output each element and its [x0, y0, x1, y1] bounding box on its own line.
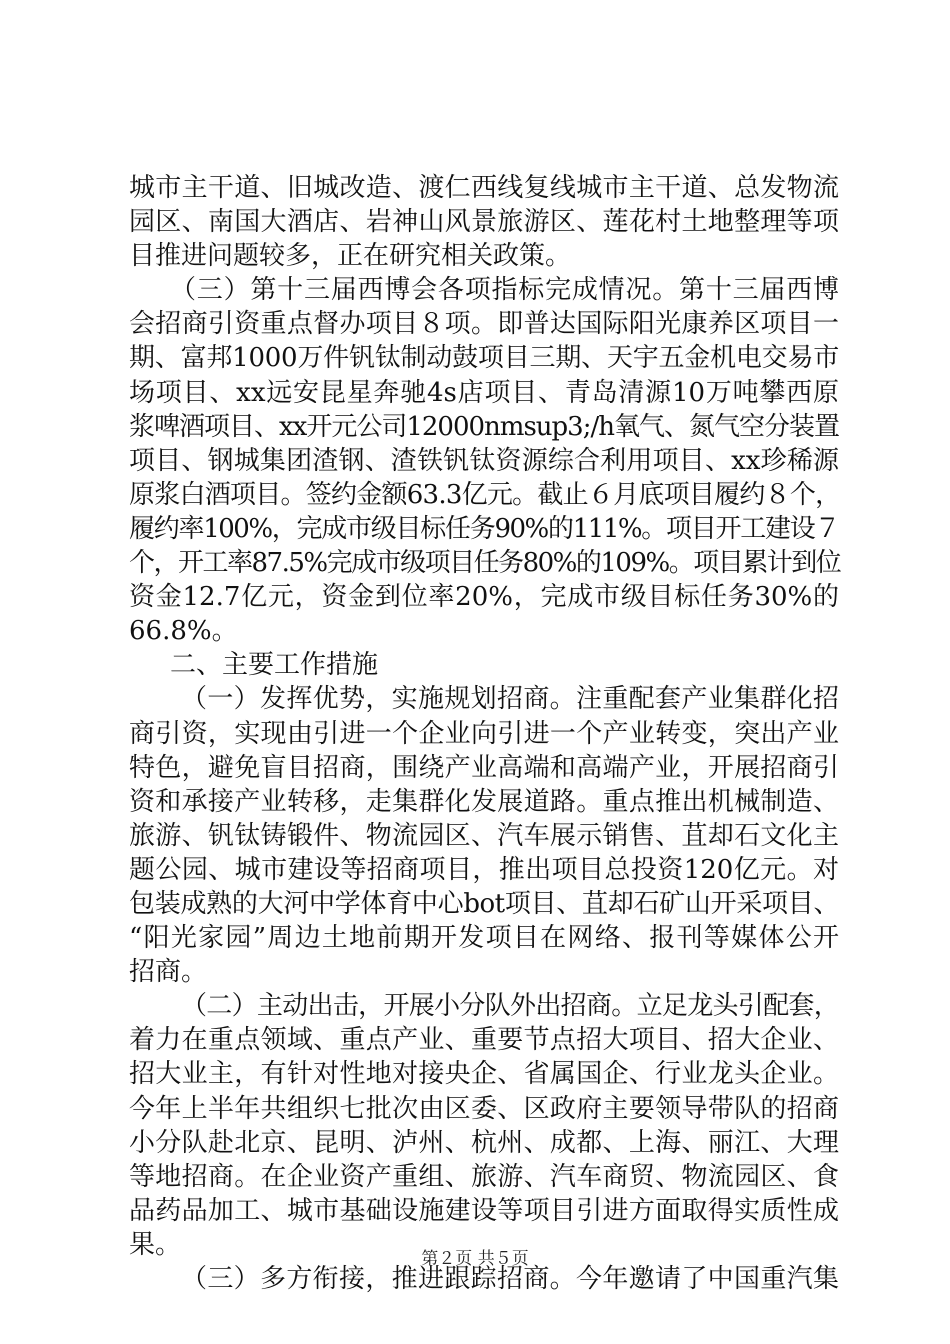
- text-line: 园区、南国大酒店、岩神山风景旅游区、莲花村土地整理等项: [129, 207, 839, 238]
- text-line: （三）多方衔接，推进跟踪招商。今年邀请了中国重汽集: [181, 1264, 839, 1294]
- text-line: 题公园、城市建设等招商项目，推出项目总投资120亿元。对: [129, 854, 839, 885]
- text-line: 浆啤酒项目、xx开元公司12000nmsup3;/h氧气、氮气空分装置: [129, 411, 839, 442]
- text-line: 资和承接产业转移，走集群化发展道路。重点推出机械制造、: [129, 786, 839, 817]
- page-footer: [0, 1248, 950, 1270]
- text-line: 品药品加工、城市基础设施建设等项目引进方面取得实质性成: [129, 1195, 839, 1226]
- text-line: 原浆白酒项目。签约金额63.3亿元。截止６月底项目履约８个，: [129, 479, 841, 510]
- text-line: 目推进问题较多，正在研究相关政策。: [129, 241, 572, 272]
- text-line: 果。: [129, 1229, 182, 1260]
- text-line: 城市主干道、旧城改造、渡仁西线复线城市主干道、总发物流: [129, 173, 839, 203]
- text-line: （一）发挥优势，实施规划招商。注重配套产业集群化招: [181, 684, 839, 715]
- text-line: 会招商引资重点督办项目８项。即普达国际阳光康养区项目一: [129, 309, 839, 340]
- text-line: 场项目、xx远安昆星奔驰4s店项目、青岛清源10万吨攀西原: [129, 377, 839, 408]
- text-line: 招大业主，有针对性地对接央企、省属国企、行业龙头企业。: [129, 1059, 839, 1090]
- text-line: 等地招商。在企业资产重组、旅游、汽车商贸、物流园区、食: [129, 1161, 839, 1192]
- text-line: 二、主要工作措施: [170, 650, 379, 681]
- document-body: [129, 171, 839, 1296]
- text-line: 商引资，实现由引进一个企业向引进一个产业转变，突出产业: [129, 718, 839, 749]
- text-line: 资金12.7亿元，资金到位率20%，完成市级目标任务30%的: [129, 582, 839, 613]
- text-line: 招商。: [129, 957, 208, 988]
- text-line: 个，开工率87.5%完成市级项目任务80%的109%。项目累计到位: [129, 548, 841, 579]
- text-line: 着力在重点领域、重点产业、重要节点招大项目、招大企业、: [129, 1025, 839, 1056]
- text-line: 包装成熟的大河中学体育中心bot项目、苴却石矿山开采项目、: [129, 888, 839, 919]
- text-line: 期、富邦1000万件钒钛制动鼓项目三期、天宇五金机电交易市: [129, 343, 839, 374]
- text-line: 小分队赴北京、昆明、泸州、杭州、成都、上海、丽江、大理: [129, 1127, 839, 1158]
- text-line: “阳光家园”周边土地前期开发项目在网络、报刊等媒体公开: [129, 923, 839, 954]
- page-number-label: 第２页 共５页: [421, 1249, 529, 1269]
- text-line: （三）第十三届西博会各项指标完成情况。第十三届西博: [170, 275, 839, 306]
- text-line: 履约率100%，完成市级目标任务90%的111%。项目开工建设７: [129, 513, 839, 544]
- text-line: 66.8%。: [129, 616, 238, 647]
- text-line: 今年上半年共组织七批次由区委、区政府主要领导带队的招商: [129, 1093, 839, 1124]
- text-line: 旅游、钒钛铸锻件、物流园区、汽车展示销售、苴却石文化主: [129, 820, 839, 851]
- text-line: 特色，避免盲目招商，围绕产业高端和高端产业，开展招商引: [129, 752, 839, 783]
- text-line: 项目、钢城集团渣钢、渣铁钒钛资源综合利用项目、xx珍稀源: [129, 445, 839, 476]
- text-line: （二）主动出击，开展小分队外出招商。立足龙头引配套，: [181, 991, 839, 1022]
